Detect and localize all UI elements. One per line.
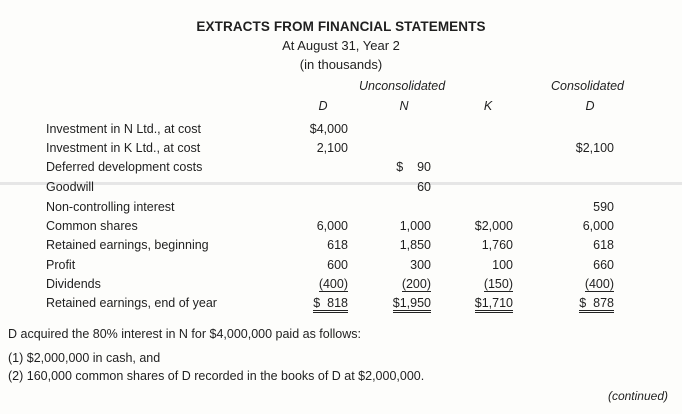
cell-d: $ 818 xyxy=(313,296,348,313)
cell-consolidated-d: $2,100 xyxy=(575,141,614,155)
cell-d: (400) xyxy=(318,277,348,291)
row-label: Profit xyxy=(46,258,76,272)
cell-k: 100 xyxy=(492,258,513,272)
cell-d: 2,100 xyxy=(316,141,348,155)
statement-title: EXTRACTS FROM FINANCIAL STATEMENTS xyxy=(196,19,486,34)
continued-label: (continued) xyxy=(607,389,668,403)
cell-n: 1,850 xyxy=(399,238,431,252)
row-label: Dividends xyxy=(46,277,101,291)
cell-n: 300 xyxy=(410,258,431,272)
statement-date: At August 31, Year 2 xyxy=(282,38,400,53)
row-label: Common shares xyxy=(46,219,138,233)
cell-consolidated-d: 660 xyxy=(593,258,614,272)
row-label: Non-controlling interest xyxy=(46,200,175,214)
statement-units: (in thousands) xyxy=(299,57,383,72)
cell-consolidated-d: 6,000 xyxy=(582,219,614,233)
cell-n: 60 xyxy=(417,180,431,194)
cell-k: 1,760 xyxy=(481,238,513,252)
cell-d: 6,000 xyxy=(316,219,348,233)
cell-consolidated-d: (400) xyxy=(584,277,614,291)
cell-consolidated-d: $ 878 xyxy=(579,296,614,313)
column-header-d: D xyxy=(318,99,328,113)
cell-consolidated-d: 618 xyxy=(593,238,614,252)
payment-item-shares: (2) 160,000 common shares of D recorded in the books of D at $2,000,000. xyxy=(8,369,425,383)
row-label: Retained earnings, beginning xyxy=(46,238,209,252)
page-seam xyxy=(0,182,682,185)
cell-d: 600 xyxy=(327,258,348,272)
acquisition-note: D acquired the 80% interest in N for $4,000,000 paid as follows: xyxy=(8,327,361,341)
cell-n: $ 90 xyxy=(396,160,431,174)
cell-d: 618 xyxy=(327,238,348,252)
cell-k: (150) xyxy=(483,277,513,291)
group-header-consolidated: Consolidated xyxy=(551,79,624,93)
column-header-k: K xyxy=(483,99,493,113)
cell-n: (200) xyxy=(401,277,431,291)
column-header-n: N xyxy=(399,99,409,113)
row-label: Deferred development costs xyxy=(46,160,203,174)
column-header-consolidated-d: D xyxy=(585,99,595,113)
cell-d: $4,000 xyxy=(309,122,348,136)
cell-n: $1,950 xyxy=(393,296,431,313)
payment-item-cash: (1) $2,000,000 in cash, and xyxy=(8,351,161,365)
cell-k: $2,000 xyxy=(474,219,513,233)
cell-consolidated-d: 590 xyxy=(593,200,614,214)
group-header-unconsolidated: Unconsolidated xyxy=(359,79,446,93)
cell-k: $1,710 xyxy=(475,296,513,313)
row-label: Goodwill xyxy=(46,180,94,194)
row-label: Investment in K Ltd., at cost xyxy=(46,141,201,155)
cell-n: 1,000 xyxy=(399,219,431,233)
row-label: Retained earnings, end of year xyxy=(46,296,217,310)
row-label: Investment in N Ltd., at cost xyxy=(46,122,201,136)
